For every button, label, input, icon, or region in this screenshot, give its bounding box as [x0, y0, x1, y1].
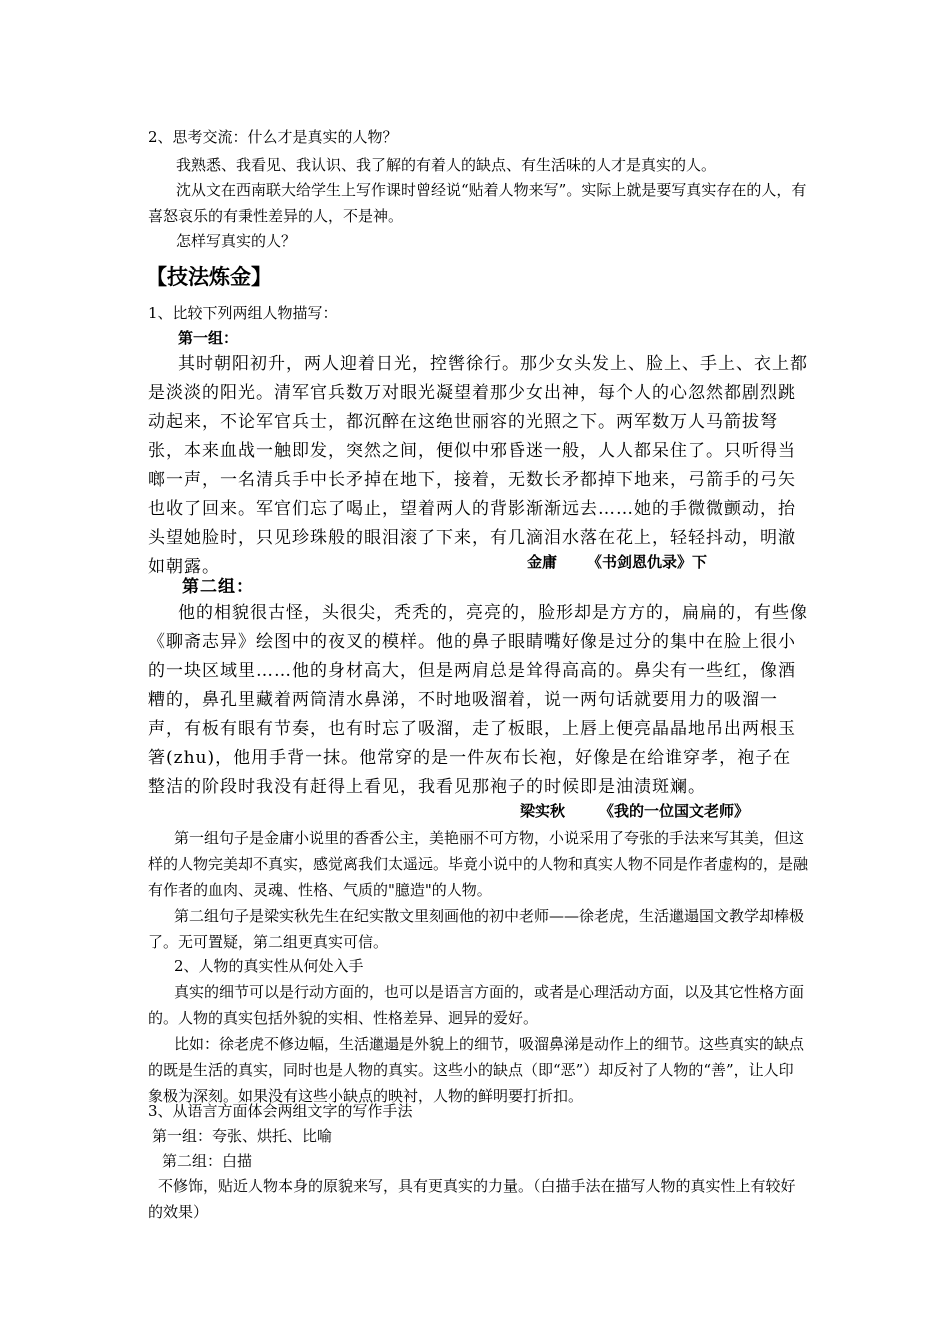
analysis-example: 比如：徐老虎不修边幅，生活邋遢是外貌上的细节，吸溜鼻涕是动作上的细节。这些真实的缺点的既是生活的真实，同时也是人物的真实。这些小的缺点（即“恶”）却反衬了人物的“善”，让人印象极为深刻。如果没有这些小缺点的映衬，人物的鲜明要打折扣。 — [148, 1035, 805, 1105]
group1-citation — [527, 550, 707, 574]
group2-citation — [520, 799, 749, 823]
baimiao-explanation: 不修饰，贴近人物本身的原貌来写，具有更真实的力量。（白描手法在描写人物的真实性上有较好的效果） — [148, 1177, 796, 1221]
group1-label: 第一组： — [178, 329, 239, 347]
group2-excerpt: 他的相貌很古怪，头很尖，秃秃的，亮亮的，脸形却是方方的，扁扁的，有些像《聊斋志异》绘图中的夜叉的模样。他的鼻子眼睛嘴好像是过分的集中在脸上很小的一块区域里……他的身材高大，但是两肩总是耸得高高的。鼻尖有一些红，像酒糟的，鼻孔里藏着两筒清水鼻涕，不时地吸溜着，说一两句话就要用力的吸溜一声，有板有眼有节奏，也有时忘了吸溜，走了板眼，上唇上便亮晶晶地吊出两根玉箸(zhu)，他用手背一抹。他常穿的是一件灰布长袍，好像是在给谁穿孝，袍子在整洁的阶段时我没有赶得上看见，我看见那袍子的时候即是油渍斑斓。 — [148, 603, 808, 797]
group2-author: 梁实秋 — [520, 802, 566, 820]
paragraph-real-people: 我熟悉、我看见、我认识、我了解的有着人的缺点、有生活味的人才是真实的人。 — [176, 156, 717, 174]
point-2-title: 2、人物的真实性从何处入手 — [174, 957, 364, 975]
compare-title: 1、比较下列两组人物描写： — [148, 304, 338, 322]
paragraph-how-to-write: 怎样写真实的人？ — [176, 232, 297, 250]
section-heading: 【技法炼金】 — [146, 265, 272, 289]
group2-label: 第二组： — [182, 577, 254, 597]
group1-book: 《书剑恩仇录》下 — [587, 553, 708, 571]
group2-book: 《我的一位国文老师》 — [599, 802, 750, 820]
paragraph-shen-congwen: 沈从文在西南联大给学生上写作课时曾经说“贴着人物来写”。实际上就是要写真实存在的人，有喜怒哀乐的有秉性差异的人，不是神。 — [148, 181, 807, 225]
analysis-group1: 第一组句子是金庸小说里的香香公主，美艳丽不可方物，小说采用了夸张的手法来写其美，但这样的人物完美却不真实，感觉离我们太遥远。毕竟小说中的人物和真实人物不同是作者虚构的，是融有作者的血肉、灵魂、性格、气质的"臆造"的人物。 — [148, 829, 809, 899]
analysis-group2: 第二组句子是梁实秋先生在纪实散文里刻画他的初中老师——徐老虎，生活邋遢国文教学却棒极了。无可置疑，第二组更真实可信。 — [148, 907, 805, 951]
point-3-title: 3、从语言方面体会两组文字的写作手法 — [148, 1102, 413, 1120]
group1-techniques: 第一组：夸张、烘托、比喻 — [152, 1127, 333, 1145]
group1-excerpt: 其时朝阳初升，两人迎着日光，控辔徐行。那少女头发上、脸上、手上、衣上都是淡淡的阳光。清军官兵数万对眼光凝望着那少女出神，每个人的心忽然都剧烈跳动起来，不论军官兵士，都沉醉在这绝世丽容的光照之下。两军数万人马箭拔弩张，本来血战一触即发，突然之间，便似中邪昏迷一般，人人都呆住了。只听得当啷一声，一名清兵手中长矛掉在地下，接着，无数长矛都掉下地来，弓箭手的弓矢也收了回来。军官们忘了喝止，望着两人的背影渐渐远去……她的手微微颤动，抬头望她脸时，只见珍珠般的眼泪滚了下来，有几滴泪水落在花上，轻轻抖动，明澈如朝露。 — [148, 354, 808, 577]
group1-author: 金庸 — [527, 553, 558, 571]
question-2: 2、思考交流：什么才是真实的人物？ — [148, 128, 398, 146]
group2-techniques: 第二组：白描 — [162, 1152, 253, 1170]
analysis-details: 真实的细节可以是行动方面的，也可以是语言方面的，或者是心理活动方面，以及其它性格方面的。人物的真实包括外貌的实相、性格差异、迥异的爱好。 — [148, 983, 805, 1027]
